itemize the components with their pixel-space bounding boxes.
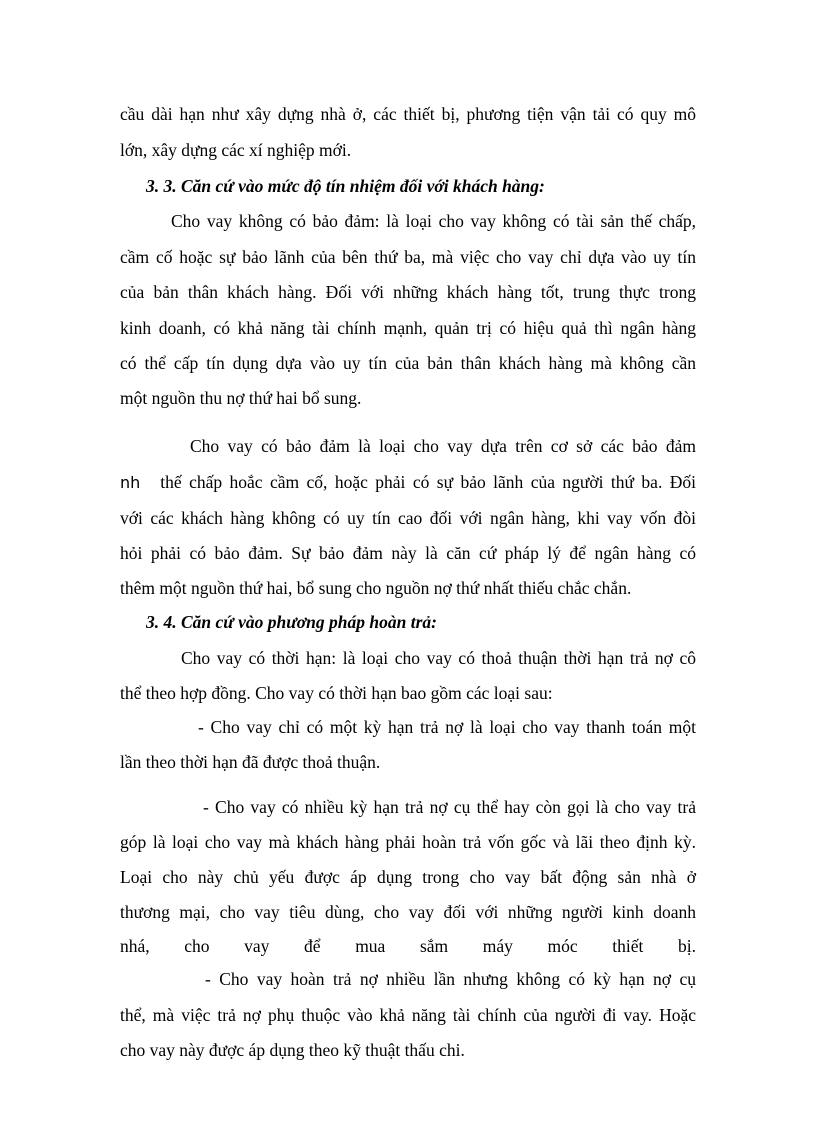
body-text-line: với các khách hàng không có uy tín cao đối với ngân hàng, khi vay vốn đòi (120, 508, 696, 528)
body-text-line: hỏi phải có bảo đảm. Sự bảo đảm này là căn cứ pháp lý để ngân hàng có (120, 543, 696, 563)
body-text-line: nhá, cho vay để mua sắm máy móc thiết bị. (120, 936, 696, 956)
body-text-line: cầm cố hoặc sự bảo lãnh của bên thứ ba, mà việc cho vay chỉ dựa vào uy tín (120, 247, 696, 267)
body-text-line: kinh doanh, có khả năng tài chính mạnh, quản trị có hiệu quả thì ngân hàng (120, 318, 696, 338)
body-text-line: thương mại, cho vay tiêu dùng, cho vay đối với những người kinh doanh (120, 902, 696, 922)
body-text-line: Loại cho này chủ yếu được áp dụng trong cho vay bất động sản nhà ở (120, 867, 696, 887)
section-heading-3-4: 3. 4. Căn cứ vào phương pháp hoàn trả: (146, 612, 437, 632)
body-text-line: cầu dài hạn như xây dựng nhà ở, các thiết bị, phương tiện vận tải có quy mô (120, 104, 696, 124)
list-item-line: lần theo thời hạn đã được thoả thuận. (120, 752, 381, 772)
body-text-line: thể theo hợp đồng. Cho vay có thời hạn bao gồm các loại sau: (120, 683, 553, 703)
list-item-line: - Cho vay chỉ có một kỳ hạn trả nợ là loại cho vay thanh toán một (198, 717, 696, 737)
body-text-line: Cho vay có thời hạn: là loại cho vay có thoả thuận thời hạn trả nợ cô (181, 648, 696, 668)
list-item-line: - Cho vay có nhiều kỳ hạn trả nợ cụ thể hay còn gọi là cho vay trả (203, 797, 696, 817)
body-text-line: cho vay này được áp dụng theo kỹ thuật thấu chi. (120, 1040, 465, 1060)
section-heading-3-3: 3. 3. Căn cứ vào mức độ tín nhiệm đối với khách hàng: (146, 176, 545, 196)
body-text-line: thể, mà việc trả nợ phụ thuộc vào khả năng tài chính của người đi vay. Hoặc (120, 1005, 696, 1025)
body-text-line: lớn, xây dựng các xí nghiệp mới. (120, 140, 352, 160)
body-text-line: có thể cấp tín dụng dựa vào uy tín của bản thân khách hàng mà không cần (120, 353, 696, 373)
body-text-line: một nguồn thu nợ thứ hai bổ sung. (120, 388, 362, 408)
body-text-line: góp là loại cho vay mà khách hàng phải hoàn trả vốn gốc và lãi theo định kỳ. (120, 832, 696, 852)
stray-fragment: nh (120, 473, 141, 492)
body-text-line (120, 471, 696, 494)
body-text-line: của bản thân khách hàng. Đối với những khách hàng tốt, trung thực trong (120, 282, 696, 302)
line-continuation: thế chấp hoắc cầm cố, hoặc phải có sự bảo lãnh của người thứ ba. Đối (160, 472, 696, 492)
body-text-line: thêm một nguồn thứ hai, bổ sung cho nguồn nợ thứ nhất thiếu chắc chắn. (120, 578, 632, 598)
body-text-line: Cho vay có bảo đảm là loại cho vay dựa trên cơ sở các bảo đảm (190, 436, 696, 456)
body-text-line: Cho vay không có bảo đảm: là loại cho vay không có tài sản thế chấp, (171, 211, 696, 231)
list-item-line: - Cho vay hoàn trả nợ nhiều lần nhưng không có kỳ hạn nợ cụ (205, 969, 696, 989)
